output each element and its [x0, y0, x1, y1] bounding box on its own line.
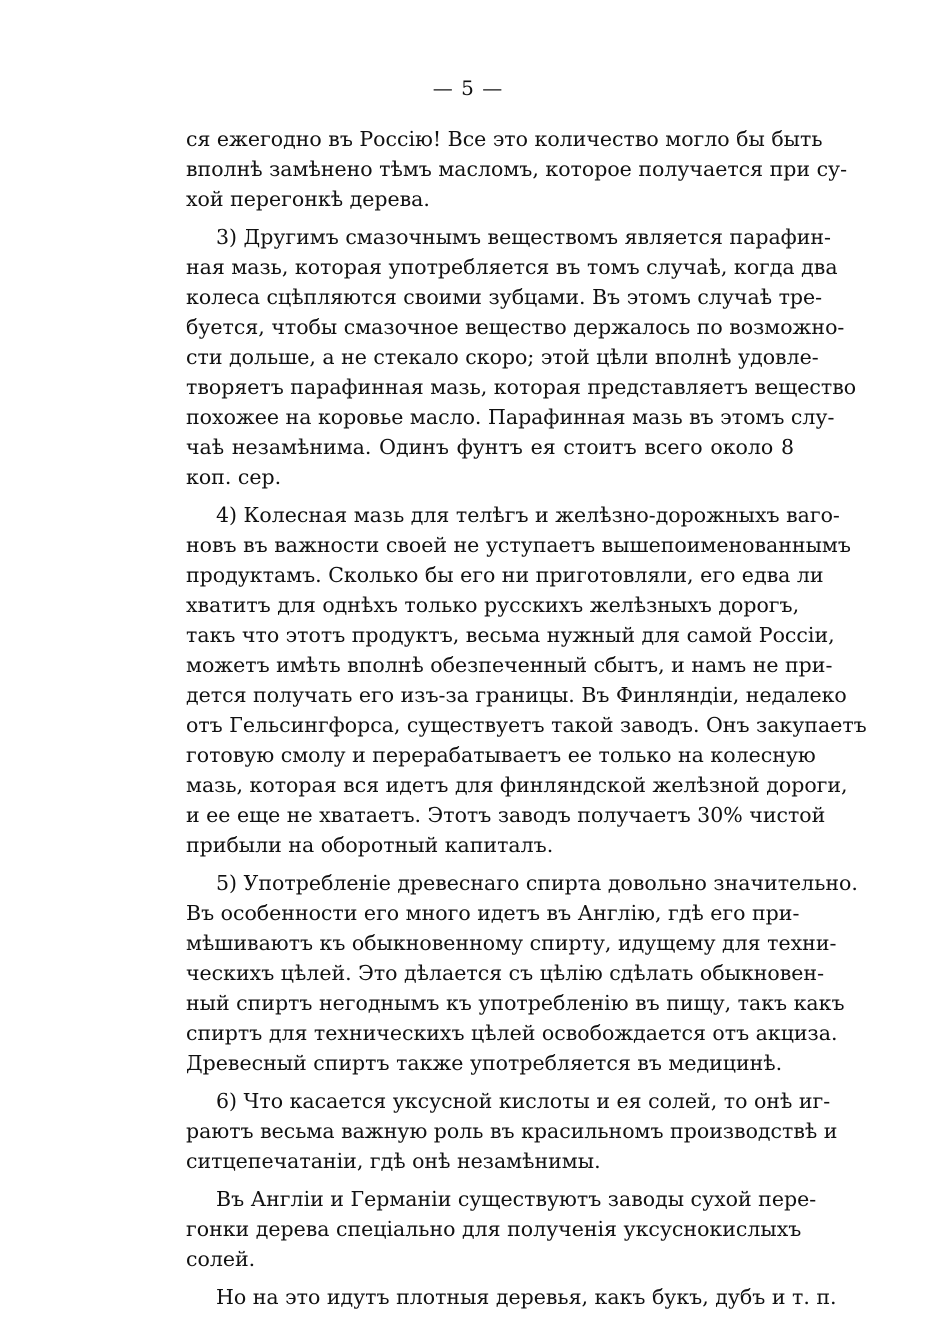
- text-line: 6) Что касается уксусной кислоты и ея солей, то онѣ иг-: [216, 1089, 831, 1113]
- text-line: ческихъ цѣлей. Это дѣлается съ цѣлію сдѣлать обыкновен-: [186, 961, 825, 985]
- text-line: мѣшиваютъ къ обыкновенному спирту, идущему для техни-: [186, 931, 837, 955]
- body-text: [186, 124, 867, 1312]
- text-line: хватитъ для однѣхъ только русскихъ желѣзныхъ дорогъ,: [186, 593, 800, 617]
- text-line: похожее на коровье масло. Парафинная мазь въ этомъ слу-: [186, 405, 835, 429]
- text-line: прибыли на оборотный капиталъ.: [186, 833, 554, 857]
- text-line: Древесный спиртъ также употребляется въ медицинѣ.: [186, 1051, 783, 1075]
- text-line: хой перегонкѣ дерева.: [186, 187, 430, 211]
- text-line: новъ въ важности своей не уступаетъ вышепоименованнымъ: [186, 533, 851, 557]
- text-line: ный спиртъ негоднымъ къ употребленію въ пищу, такъ какъ: [186, 991, 845, 1015]
- text-line: спиртъ для техническихъ цѣлей освобождается отъ акциза.: [186, 1021, 838, 1045]
- text-line: продуктамъ. Сколько бы его ни приготовляли, его едва ли: [186, 563, 824, 587]
- paragraph-5: [186, 868, 858, 1078]
- text-line: коп. сер.: [186, 465, 282, 489]
- text-line: ситцепечатаніи, гдѣ онѣ незамѣнимы.: [186, 1149, 601, 1173]
- text-line: ся ежегодно въ Россію! Все это количество могло бы быть: [186, 127, 823, 151]
- text-line: такъ что этотъ продуктъ, весьма нужный для самой Россіи,: [186, 623, 835, 647]
- paragraph-3: [186, 222, 857, 492]
- text-line: солей.: [186, 1247, 256, 1271]
- text-line: 3) Другимъ смазочнымъ веществомъ является парафин-: [216, 225, 831, 249]
- text-line: 5) Употребленіе древеснаго спирта довольно значительно.: [216, 871, 858, 895]
- page-number: — 5 —: [432, 76, 504, 100]
- text-line: колеса сцѣпляются своими зубцами. Въ этомъ случаѣ тре-: [186, 285, 823, 309]
- text-line: сти дольше, а не стекало скоро; этой цѣли вполнѣ удовле-: [186, 345, 819, 369]
- text-line: дется получать его изъ-за границы. Въ Финляндіи, недалеко: [186, 683, 847, 707]
- text-line: можетъ имѣть вполнѣ обезпеченный сбытъ, и намъ не при-: [186, 653, 833, 677]
- text-line: мазь, которая вся идетъ для финляндской желѣзной дороги,: [186, 773, 848, 797]
- text-line: Въ Англіи и Германіи существуютъ заводы сухой пере-: [216, 1187, 817, 1211]
- text-line: гонки дерева спеціально для полученія уксуснокислыхъ: [186, 1217, 802, 1241]
- text-line: чаѣ незамѣнима. Одинъ фунтъ ея стоитъ всего около 8: [186, 435, 794, 459]
- text-line: и ее еще не хватаетъ. Этотъ заводъ получаетъ 30% чистой: [186, 803, 826, 827]
- text-line: раютъ весьма важную роль въ красильномъ производствѣ и: [186, 1119, 838, 1143]
- paragraph-4: [186, 500, 867, 860]
- text-line: готовую смолу и перерабатываетъ ее только на колесную: [186, 743, 816, 767]
- paragraph-6: [186, 1086, 838, 1176]
- text-line: буется, чтобы смазочное вещество держалось по возможно-: [186, 315, 845, 339]
- text-line: Въ особенности его много идетъ въ Англію, гдѣ его при-: [186, 901, 800, 925]
- text-line: отъ Гельсингфорса, существуетъ такой заводъ. Онъ закупаетъ: [186, 713, 867, 737]
- paragraph-final: [186, 1282, 837, 1312]
- text-line: вполнѣ замѣнено тѣмъ масломъ, которое получается при су-: [186, 157, 848, 181]
- text-line: Но на это идутъ плотныя деревья, какъ букъ, дубъ и т. п.: [216, 1285, 837, 1309]
- text-line: ная мазь, которая употребляется въ томъ случаѣ, когда два: [186, 255, 838, 279]
- paragraph-continuation: [186, 124, 848, 214]
- paragraph-england-germany: [186, 1184, 817, 1274]
- text-line: творяетъ парафинная мазь, которая представляетъ вещество: [186, 375, 857, 399]
- text-line: 4) Колесная мазь для телѣгъ и желѣзно-дорожныхъ ваго-: [216, 503, 840, 527]
